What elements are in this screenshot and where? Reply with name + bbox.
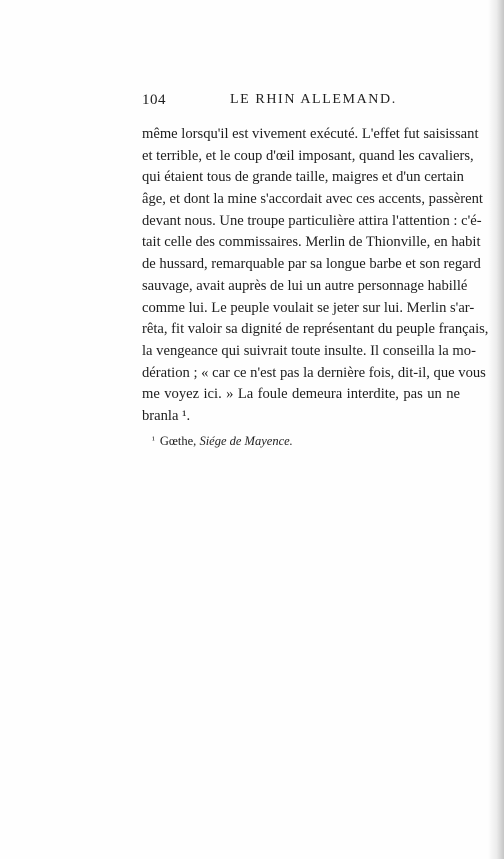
- footnote-author: Gœthe,: [159, 434, 200, 448]
- text-line: rêta, fit valoir sa dignité de représentant du peuple français,: [142, 321, 489, 338]
- text-line: comme lui. Le peuple voulait se jeter sur lui. Merlin s'ar-: [142, 299, 475, 316]
- page-edge-shadow: [488, 0, 504, 859]
- text-line: devant nous. Une troupe particulière attira l'attention : c'é-: [142, 212, 482, 229]
- running-title: LE RHIN ALLEMAND.: [230, 92, 397, 107]
- text-line: branla ¹.: [142, 407, 191, 424]
- footnote: [152, 434, 293, 449]
- body-text: [142, 124, 489, 428]
- text-line: âge, et dont la mine s'accordait avec ces accents, passèrent: [142, 191, 483, 208]
- text-line: dération ; « car ce n'est pas la dernière fois, dit-il, que vous: [142, 364, 486, 381]
- text-line: sauvage, avait auprès de lui un autre personnage habillé: [142, 277, 468, 294]
- text-line: la vengeance qui suivrait toute insulte. Il conseilla la mo-: [142, 342, 476, 359]
- page-number: 104: [142, 92, 166, 108]
- text-line: de hussard, remarquable par sa longue barbe et son regard: [142, 256, 481, 273]
- text-line: et terrible, et le coup d'œil imposant, quand les cavaliers,: [142, 147, 474, 164]
- footnote-title: Siége de Mayence.: [199, 434, 293, 448]
- text-line: me voyez ici. » La foule demeura interdite, pas un ne: [142, 386, 460, 403]
- footnote-marker: ¹: [152, 436, 155, 446]
- text-line: qui étaient tous de grande taille, maigres et d'un certain: [142, 169, 464, 186]
- text-line: même lorsqu'il est vivement exécuté. L'effet fut saisissant: [142, 126, 479, 142]
- text-line: tait celle des commissaires. Merlin de Thionville, en habit: [142, 234, 481, 251]
- running-head: [142, 92, 482, 114]
